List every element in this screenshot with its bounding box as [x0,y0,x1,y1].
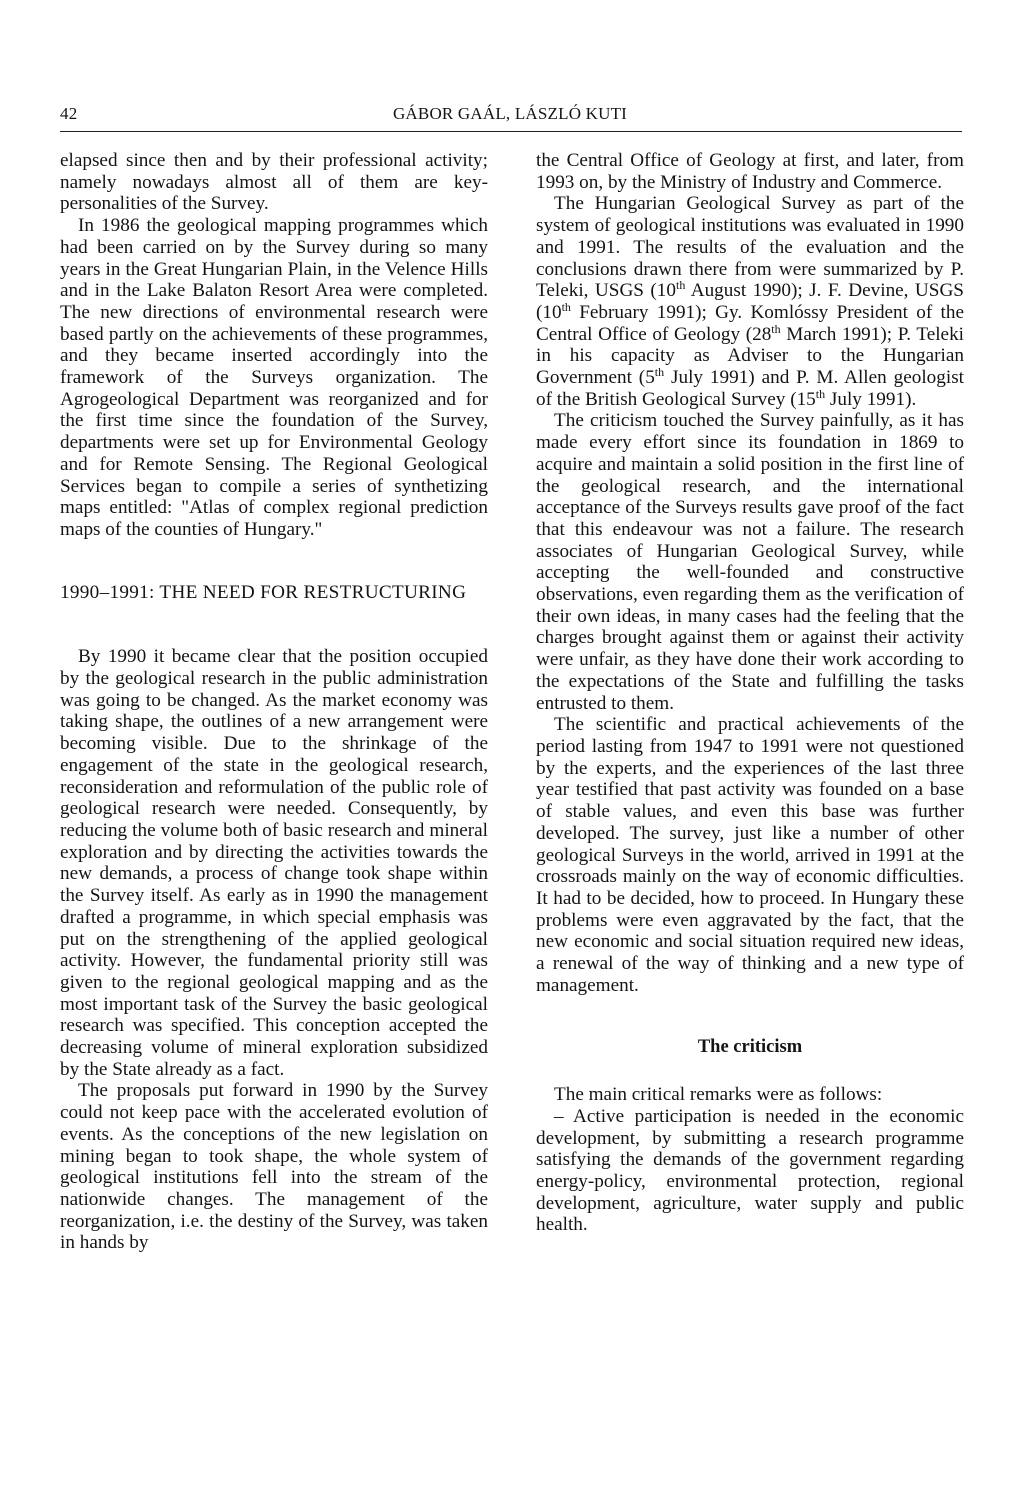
subsection-heading: The criticism [697,1037,803,1058]
page-header [60,104,960,130]
superscript: th [771,321,781,336]
text-run: March 1991); P. Teleki in his capacity as Adviser to the Hungarian Government (5 [536,323,964,389]
paragraph: – Active participation is needed in the economic development, by submitting a research programme satisfying the demands of the government regarding energy-policy, environmental protection, regional development, agriculture, water supply and public health. [536,1105,964,1236]
text-run: February 1991); Gy. Komlóssy President of the Central Office of Geology (28 [536,301,964,345]
superscript: th [654,365,665,380]
paragraph: By 1990 it became clear that the position occupied by the geological research in the public administration was going to be changed. As the market economy was taking shape, the outlines of a new arrangement were becoming visible. Due to the shrinkage of the engagement of the state in the geological research, reconsideration and reformulation of the public role of geological research were needed. Consequently, by reducing the volume both of basic research and mineral exploration and by directing the activities towards the new demands, a process of change took shape within the Survey itself. As early as in 1990 the management drafted a programme, in which special emphasis was put on the strengthening of the applied geological activity. However, the fundamental priority still was given to the regional geological mapping and as the most important task of the Survey the basic geological research was specified. This conception accepted the decreasing volume of mineral exploration subsidized by the State already as a fact. [60,646,488,1080]
paragraph: elapsed since then and by their professional activity; namely nowadays almost all of them are key-personalities of the Survey. [60,150,488,215]
superscript: th [815,386,826,401]
left-column [60,150,488,1254]
paragraph: The scientific and practical achievements of the period lasting from 1947 to 1991 were not questioned by the experts, and the experiences of the last three year testified that past activity was founded on a base of stable values, and even this base was further developed. The survey, just like a number of other geological Surveys in the world, arrived in 1991 at the crossroads mainly on the way of economic difficulties. It had to be decided, how to proceed. In Hungary these problems were even aggravated by the fact, that the new economic and social situation required new ideas, a renewal of the way of thinking and a new type of management. [536,714,964,996]
paragraph-evaluations [536,193,964,410]
paragraph: The criticism touched the Survey painfully, as it has made every effort since its foundation in 1869 to acquire and maintain a solid position in the first line of the geological research, and the international acceptance of the Surveys results gave proof of the fact that this endeavour was not a failure. The research associates of Hungarian Geological Survey, while accepting the well-founded and constructive observations, even regarding them as the verification of their own ideas, in many cases had the feeling that the charges brought against them or against their activity were unfair, as they have done their work according to the expectations of the State and fulfilling the tasks entrusted to them. [536,410,964,714]
text-run: The Hungarian Geological Survey as part of the system of geological institutions was evaluated in 1990 and 1991. The results of the evaluation and the conclusions drawn there from were summarized by P. Teleki, USGS (10 [536,193,964,302]
paragraph: the Central Office of Geology at first, and later, from 1993 on, by the Ministry of Industry and Commerce. [536,150,964,193]
header-rule [60,131,962,132]
paragraph: The main critical remarks were as follows: [554,1084,883,1106]
text-run: July 1991) and P. M. Allen geologist of the British Geological Survey (15 [536,367,964,410]
text-run: August 1990); J. F. Devine, USGS (10 [536,280,964,323]
page-number: 42 [60,104,78,123]
section-heading: 1990–1991: THE NEED FOR RESTRUCTURING [60,581,467,603]
paragraph: The proposals put forward in 1990 by the Survey could not keep pace with the accelerated evolution of events. As the conceptions of the new legislation on mining began to took shape, the whole system of geological institutions fell into the stream of the nationwide changes. The management of the reorganization, i.e. the destiny of the Survey, was taken in hands by [60,1080,488,1254]
superscript: th [561,299,571,314]
text-run: July 1991). [825,388,917,410]
running-title: GÁBOR GAÁL, LÁSZLÓ KUTI [392,104,628,123]
paragraph: In 1986 the geological mapping programmes which had been carried on by the Survey during so many years in the Great Hungarian Plain, in the Velence Hills and in the Lake Balaton Resort Area were completed. The new directions of environmental research were based partly on the achievements of these programmes, and they became inserted accordingly into the framework of the Surveys organization. The Agrogeological Department was reorganized and for the first time since the foundation of the Survey, departments were set up for Environmental Geology and for Remote Sensing. The Regional Geological Services began to compile a series of synthetizing maps entitled: "Atlas of complex regional prediction maps of the counties of Hungary." [60,215,488,540]
right-column [536,150,964,1236]
superscript: th [676,278,686,293]
